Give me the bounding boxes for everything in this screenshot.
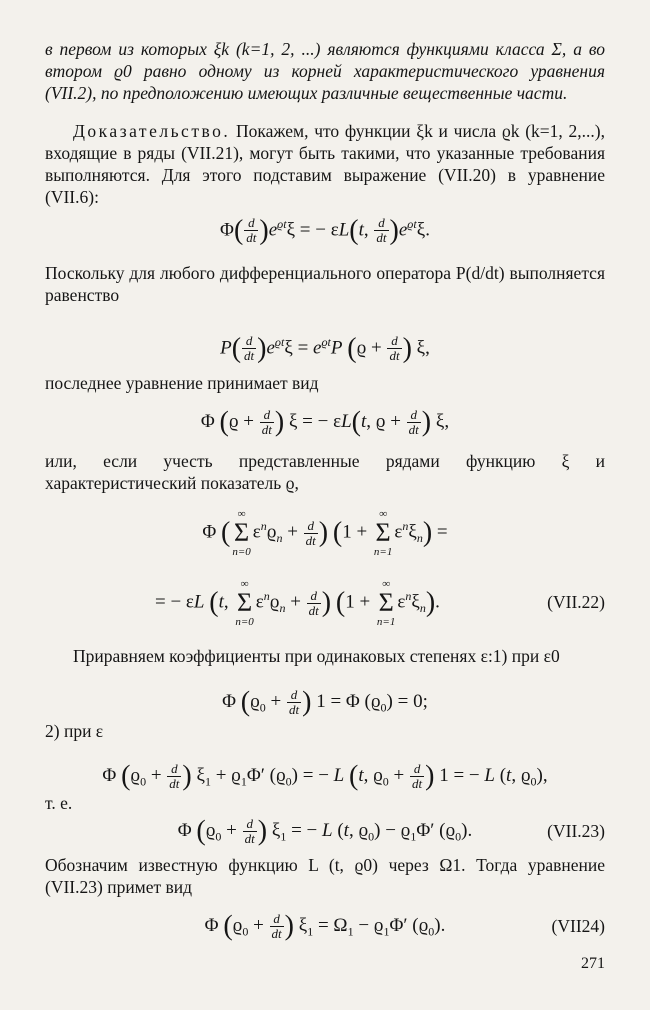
equation-series-right: = − εL (t, ∞ Σ n=0 $\varepsilon^nϱ_n$ + $\frac{d}{dt}$ ) (1 + ∞ Σ n=1 $\varepsilon^n\xi_n$). <box>155 578 440 628</box>
case-two-label: 2) при ε <box>45 721 104 741</box>
that-is-label: т. е. <box>45 793 73 813</box>
equation-vii24: Φ ($ϱ_0$ + $\frac{d}{dt}$ ) $\xi_1 = \Omega_1 - ϱ_1\Phi'$ $(ϱ_0)$. <box>204 910 446 942</box>
proof-paragraph <box>45 120 605 208</box>
omega-paragraph: Обозначим известную функцию L (t, ϱ0) через Ω1. Тогда уравнение (VII.23) примет вид <box>45 855 605 897</box>
equation-series-left: Φ ( ∞ Σ n=0 $\varepsilon^nϱ_n$ + $\frac{d}{dt}$ ) (1 + ∞ Σ n=1 $\varepsilon^n\xi_n$) = <box>202 508 448 558</box>
series-paragraph: или, если учесть представленные рядами функцию ξ и характеристический показатель ϱ, <box>45 451 605 493</box>
equation-substituted: Φ( $\frac{d}{dt}$ )$e^{ϱt}\xi$ = − εL(t, $\frac{d}{dt}$ )$e^{ϱt}\xi$. <box>220 214 430 246</box>
equation-number-24: (VII24) <box>551 916 605 936</box>
equation-number-23: (VII.23) <box>547 821 605 841</box>
equation-order-one: Φ ($ϱ_0$ + $\frac{d}{dt}$ ) $\xi_1 + ϱ_1\Phi'$ $(ϱ_0)$ = − L (t, $ϱ_0$ + $\frac{d}{dt}$ ) 1 = − L (t, $ϱ_0$), <box>102 760 548 792</box>
operator-paragraph: Поскольку для любого дифференциального оператора P(d/dt) выполняется равенство <box>45 263 605 305</box>
proof-heading: Доказательство. <box>73 121 231 141</box>
proof-paragraph-text: Покажем, что функции ξk и числа ϱk (k=1, 2,...), входящие в ряды (VII.21), могут быть такими, что указанные требования выполняются. Для этого подставим выражение (VII.20) в уравнение (VII.6): <box>45 121 605 207</box>
equation-number-22: (VII.22) <box>547 592 605 612</box>
theorem-text-continuation: в первом из которых ξk (k=1, 2, ...) являются функциями класса Σ, а во втором ϱ0 равно одному из корней характеристического уравнения (VII.2), по предположению имеющих различные вещественные части. <box>45 39 605 103</box>
page-number: 271 <box>581 955 605 972</box>
coefficients-paragraph: Приравняем коэффициенты при одинаковых степенях ε:1) при ε0 <box>73 646 560 666</box>
equation-order-zero: Φ ($ϱ_0$ + $\frac{d}{dt}$ ) 1 = Φ $(ϱ_0) = 0$; <box>222 686 428 718</box>
form-paragraph: последнее уравнение принимает вид <box>45 373 319 393</box>
equation-transformed: Φ (ϱ + $\frac{d}{dt}$ ) ξ = − εL(t, ϱ + $\frac{d}{dt}$ ) ξ, <box>200 406 450 438</box>
equation-operator-identity: P( $\frac{d}{dt}$ )$e^{ϱt}\xi = e^{ϱt}P$ (ϱ + $\frac{d}{dt}$ ) ξ, <box>220 332 430 364</box>
equation-vii23: Φ ($ϱ_0$ + $\frac{d}{dt}$ ) $\xi_1$ = − L (t, $ϱ_0) - ϱ_1\Phi'$ $(ϱ_0)$. <box>177 815 473 847</box>
